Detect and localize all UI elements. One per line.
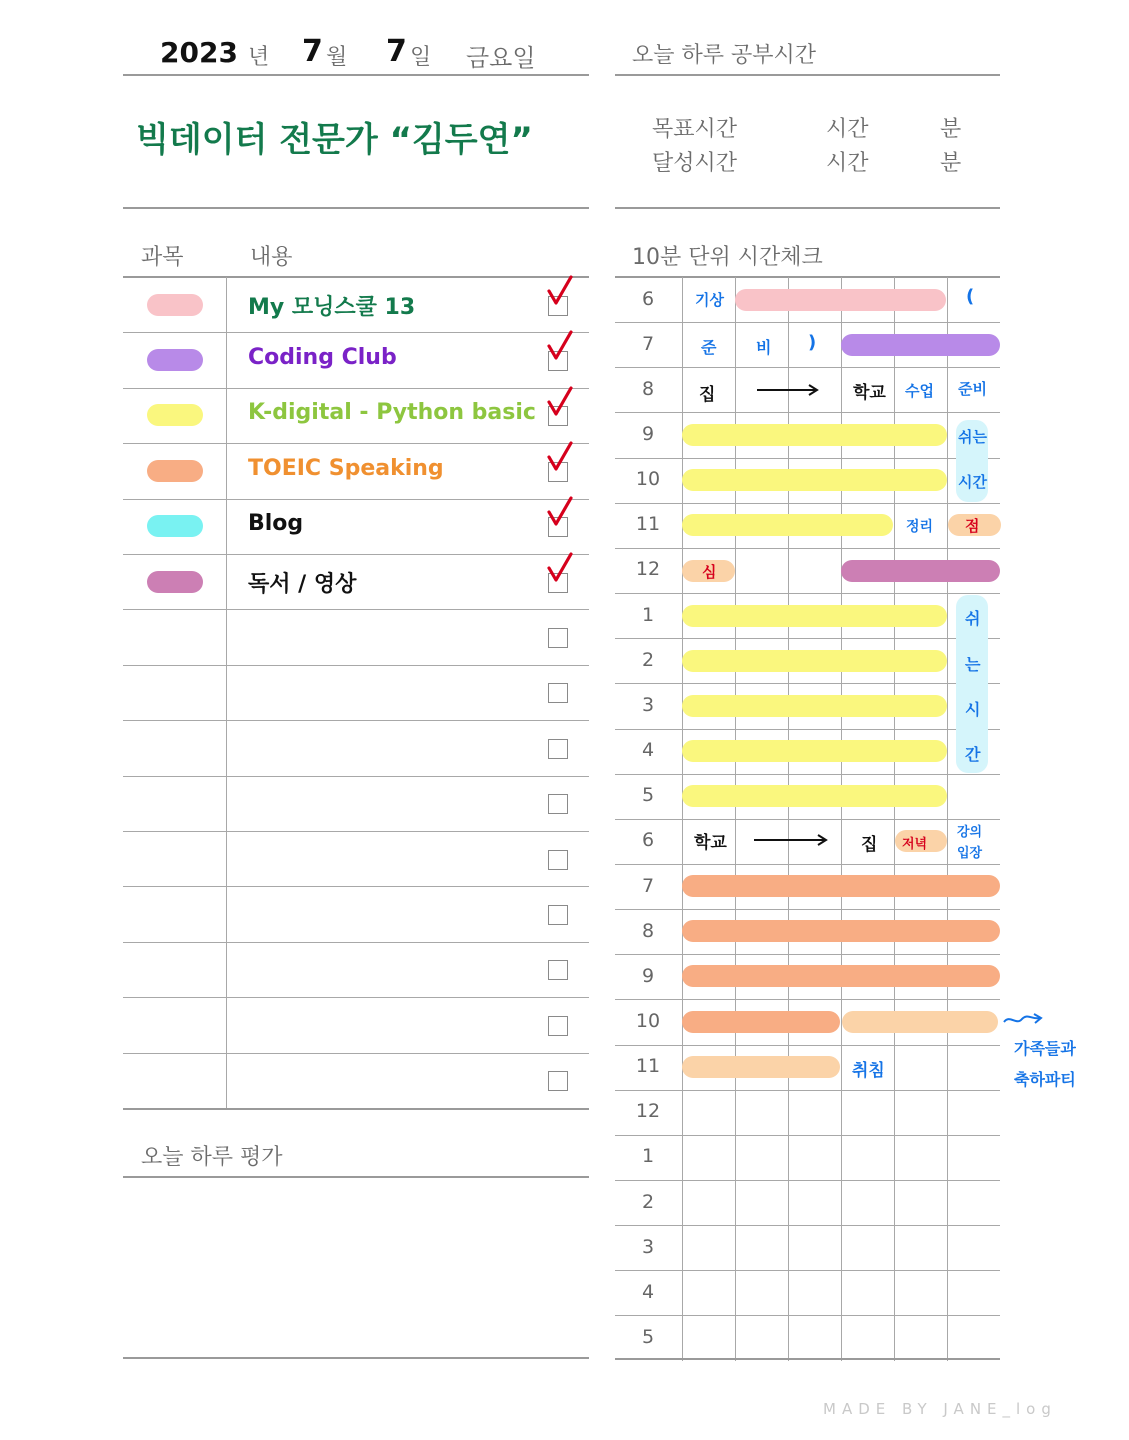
toeic-bar [682,1011,840,1033]
note-rest: 쉬는 [958,428,987,446]
row-divider [123,720,589,721]
grid-row-line [615,1090,1000,1091]
row-divider [123,886,589,887]
hour-label: 7 [641,332,655,355]
grid-row-line [615,503,1000,504]
subject-color-swatch [147,294,203,316]
python-bar [682,469,947,491]
hour-label: 5 [641,1326,655,1349]
note-enter: 입장 [957,846,983,861]
hour-label: 6 [641,829,655,852]
note-party: 축하파티 [1014,1070,1076,1089]
row-divider [123,388,589,389]
grid-row-line [615,864,1000,865]
divider [123,1357,589,1359]
grid-row-line [615,593,1000,594]
subject-row[interactable] [123,277,589,332]
hour-label: 7 [641,874,655,897]
hour-label: 4 [641,1280,655,1303]
note-rest: 시간 [958,473,987,491]
subject-row[interactable] [123,554,589,609]
checkmark-icon [545,496,575,530]
note-rest: 쉬 [965,609,981,628]
checkbox[interactable] [548,850,568,870]
hour-label: 2 [641,648,655,671]
hour-label: 12 [635,1100,661,1123]
note-class: 수업 [905,382,934,400]
goal-minute-unit: 분 [940,117,962,142]
hour-label: 1 [641,603,655,626]
grid-row-line [615,954,1000,955]
hour-label: 4 [641,739,655,762]
wake-bar [735,289,946,311]
row-divider [123,332,589,333]
python-bar [682,514,893,536]
row-divider [123,1053,589,1054]
subject-content: 독서 / 영상 [248,571,357,597]
hour-label: 11 [635,513,661,536]
hour-label: 3 [641,693,655,716]
hour-label: 6 [641,287,655,310]
grid-row-line [615,909,1000,910]
note-lunch: 심 [702,563,717,581]
subject-color-swatch [147,571,203,593]
goal-hour-unit: 시간 [826,117,869,142]
achieved-hour-unit: 시간 [826,151,869,176]
subject-row[interactable] [123,1053,589,1108]
grid-row-line [615,548,1000,549]
checkmark-icon [545,275,575,309]
grid-row-line [615,458,1000,459]
checkmark-icon [545,386,575,420]
checkbox[interactable] [548,628,568,648]
grid-row-line [615,322,1000,323]
note-sleep: 취침 [852,1061,885,1081]
note-paren-close: ) [808,332,817,353]
checkbox[interactable] [548,794,568,814]
note-organize: 정리 [906,519,934,535]
grid-row-line [615,1315,1000,1316]
content-column-header: 내용 [250,245,293,270]
subject-row[interactable] [123,997,589,1052]
note-wake: 기상 [695,291,724,309]
divider [615,207,1000,209]
arrow-right-icon [752,832,830,848]
grid-row-line [615,638,1000,639]
row-divider [123,997,589,998]
subject-color-swatch [147,515,203,537]
row-divider [123,554,589,555]
row-divider [123,831,589,832]
divider [123,74,589,76]
python-bar [682,650,947,672]
day-unit: 일 [410,45,432,70]
hour-label: 5 [641,784,655,807]
grid-row-line [615,1180,1000,1181]
evaluation-area[interactable] [123,1178,589,1356]
note-rest: 간 [965,745,981,764]
hour-label: 9 [641,423,655,446]
subject-content: K-digital - Python basic [248,400,536,426]
party-bar [842,1011,998,1033]
grid-row-line [615,367,1000,368]
python-bar [682,740,947,762]
checkmark-icon [545,552,575,586]
note-rest: 시 [965,700,981,719]
python-bar [682,695,947,717]
checkbox[interactable] [548,1071,568,1091]
hour-label: 1 [641,1145,655,1168]
subject-row[interactable] [123,831,589,886]
month-value: 7 [302,34,323,69]
subject-color-swatch [147,349,203,371]
note-lunch: 점 [965,517,980,535]
hour-label: 11 [635,1055,661,1078]
subject-row[interactable] [123,388,589,443]
note-home: 집 [699,385,716,405]
squiggle-arrow-icon [1002,1010,1046,1028]
coding-club-bar [841,334,1000,356]
toeic-bar [682,875,1000,897]
footer-credit: MADE BY JANE_log [823,1400,1057,1418]
subject-row[interactable] [123,332,589,387]
row-divider [123,665,589,666]
checkbox[interactable] [548,1016,568,1036]
page-title: 빅데이터 전문가 “김두연” [136,120,533,160]
grid-row-line [615,1135,1000,1136]
hour-label: 10 [635,468,661,491]
python-bar [682,605,947,627]
goal-time-label: 목표시간 [652,117,738,142]
note-family: 가족들과 [1014,1039,1076,1058]
row-divider [123,499,589,500]
weekday: 금요일 [466,44,536,72]
subject-content: Coding Club [248,345,397,371]
subject-color-swatch [147,404,203,426]
grid-row-line [615,999,1000,1000]
checkbox[interactable] [548,683,568,703]
grid-row-line [615,774,1000,775]
subject-row[interactable] [123,499,589,554]
subject-content: Blog [248,511,304,537]
subject-column-header: 과목 [141,245,184,270]
toeic-bar [682,920,1000,942]
year-unit: 년 [248,45,270,70]
divider [123,1108,589,1110]
note-paren-open: ( [966,286,975,307]
hour-label: 8 [641,919,655,942]
timecheck-title: 10분 단위 시간체크 [632,245,823,270]
subject-color-swatch [147,460,203,482]
arrow-right-icon [755,382,821,398]
toeic-bar [682,965,1000,987]
hour-label: 9 [641,964,655,987]
python-bar [682,424,947,446]
hour-label: 3 [641,1235,655,1258]
subject-content: TOEIC Speaking [248,455,444,481]
hour-label: 2 [641,1190,655,1213]
subject-content: My 모닝스쿨 13 [248,294,416,320]
hour-label: 10 [635,1009,661,1032]
hour-label: 12 [635,558,661,581]
divider [615,74,1000,76]
row-divider [123,942,589,943]
row-divider [123,609,589,610]
subject-row[interactable] [123,942,589,997]
checkmark-icon [545,330,575,364]
evaluation-title: 오늘 하루 평가 [141,1145,283,1170]
grid-row-line [615,729,1000,730]
note-dinner: 저녁 [902,837,928,852]
party-bar [682,1056,840,1078]
subject-row[interactable] [123,609,589,664]
divider [615,276,1000,278]
achieved-minute-unit: 분 [940,151,962,176]
note-prep: 준 [701,338,717,357]
study-time-title: 오늘 하루 공부시간 [632,43,817,68]
note-lecture: 강의 [957,825,983,840]
grid-row-line [615,1045,1000,1046]
day-value: 7 [386,34,407,69]
note-home: 집 [861,835,878,855]
row-divider [123,776,589,777]
grid-row-line [615,1270,1000,1271]
year-value: 2023 [160,36,238,69]
reading-bar [841,560,1000,582]
note-school: 학교 [694,833,727,853]
divider [615,1358,1000,1360]
checkbox[interactable] [548,739,568,759]
divider [123,207,589,209]
note-school: 학교 [853,383,886,403]
subject-row[interactable] [123,886,589,941]
note-prep: 비 [756,338,772,357]
grid-row-line [615,683,1000,684]
row-divider [123,443,589,444]
checkbox[interactable] [548,905,568,925]
checkbox[interactable] [548,960,568,980]
python-bar [682,785,947,807]
hour-label: 8 [641,377,655,400]
subject-row[interactable] [123,443,589,498]
subject-row[interactable] [123,665,589,720]
subject-row[interactable] [123,776,589,831]
note-prep: 준비 [958,380,987,398]
checkmark-icon [545,441,575,475]
grid-row-line [615,1225,1000,1226]
month-unit: 월 [326,45,348,70]
note-rest: 는 [965,655,981,674]
subject-row[interactable] [123,720,589,775]
grid-row-line [615,412,1000,413]
achieved-time-label: 달성시간 [652,151,738,176]
grid-row-line [615,819,1000,820]
